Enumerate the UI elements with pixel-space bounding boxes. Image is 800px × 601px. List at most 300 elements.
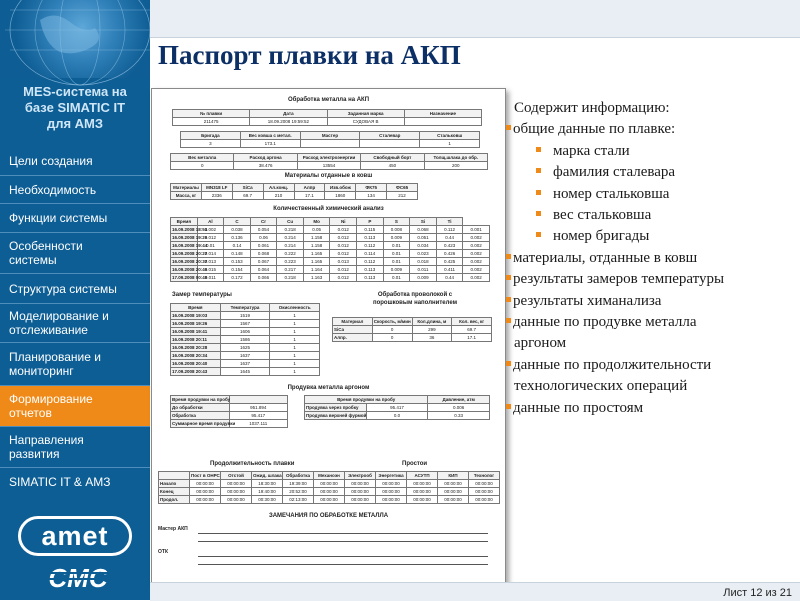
table-cell: 1	[270, 360, 320, 368]
nav-label: SIMATIC IT & АМЗ	[9, 475, 111, 489]
table-cell: 1	[270, 344, 320, 352]
table-cell: 0.012	[330, 242, 357, 250]
bullet-text: результаты химанализа	[513, 292, 662, 309]
table-cell: 16.09.2008 20:11	[171, 336, 221, 344]
table-cell: 16.09.2008 20:46	[172, 267, 208, 272]
table-cell: 02:13:00	[283, 496, 314, 504]
table-row	[171, 274, 490, 282]
table-cell: 0.061	[250, 242, 277, 250]
table-row	[171, 420, 288, 428]
table-cell: 00:00:00	[469, 496, 500, 504]
brand-line: базе SIMATIC IT	[24, 100, 126, 115]
bullet-item	[536, 164, 675, 181]
table-cell: 00:00:00	[221, 496, 252, 504]
column-header: Al	[197, 218, 224, 226]
column-header: Давление, атм	[428, 396, 490, 404]
table-cell: 1	[270, 328, 320, 336]
argon-left-table	[170, 395, 288, 428]
table-cell: 0.012	[330, 250, 357, 258]
table-cell: 0.217	[277, 266, 304, 274]
table-cell: 0.011	[410, 266, 437, 274]
table-cell: 0	[372, 326, 412, 334]
table-cell: 1519	[220, 312, 270, 320]
bullet-item	[514, 378, 687, 395]
bullet-item	[506, 400, 643, 417]
column-header: Время продувки на пробу	[305, 396, 428, 404]
table-cell: До обработки	[171, 404, 230, 412]
bullet-item	[506, 357, 711, 374]
table-cell: 0.018	[410, 258, 437, 266]
table-cell: 0.002	[197, 226, 224, 234]
table-row	[171, 226, 490, 234]
table-cell: 00:00:00	[376, 488, 407, 496]
cell	[300, 140, 360, 148]
table-row	[171, 360, 320, 368]
table-cell: 16.09.2008 18:51	[172, 227, 208, 232]
bullet-item	[506, 121, 675, 138]
table-cell: 0.01	[197, 242, 224, 250]
table-cell: 69.7	[452, 326, 492, 334]
table-cell: 0.002	[463, 258, 490, 266]
bullet-text: общие данные по плавке:	[513, 121, 676, 138]
column-header: Обработка	[283, 472, 314, 480]
bullet-text: технологических операций	[514, 378, 688, 395]
cell: 1860	[325, 192, 356, 200]
column-header: Ni	[330, 218, 357, 226]
cell: Вес ковша с метал.	[240, 132, 300, 140]
table-cell: 1637	[220, 352, 270, 360]
table-cell: 0.411	[436, 266, 463, 274]
table-cell: 0.115	[357, 226, 384, 234]
cell: № плавки	[173, 110, 250, 118]
table-cell: 00:00:00	[314, 488, 345, 496]
table-cell: 0.015	[197, 266, 224, 274]
cell: 18.09.2008 19:59:52	[250, 118, 327, 126]
table-cell: 0.113	[357, 274, 384, 282]
table-header-row	[171, 396, 288, 404]
table-cell: 36	[412, 334, 452, 342]
table-cell: 0.002	[463, 250, 490, 258]
table-cell: 00:00:00	[190, 496, 221, 504]
cell: 38.476	[234, 162, 297, 170]
table-cell: 0.172	[224, 274, 251, 282]
nav-label: Особенности	[9, 239, 83, 253]
table-cell: 16.09.2008 19:26	[171, 320, 221, 328]
column-header: Энергетика	[376, 472, 407, 480]
table-cell: 0.136	[224, 234, 251, 242]
column-header: Кол. вес, кг	[452, 318, 492, 326]
table-cell: 299	[412, 326, 452, 334]
duration-table	[158, 471, 500, 504]
wire-title-line: Обработка проволокой с	[377, 292, 453, 298]
table-cell: 00:00:00	[221, 480, 252, 488]
table-row	[333, 334, 492, 342]
table-cell: 16.09.2008 19:44	[172, 243, 208, 248]
downtime-title: Простои	[402, 461, 428, 467]
table-row	[171, 412, 288, 420]
table-cell: 00:00:00	[314, 496, 345, 504]
table-cell: 0.153	[224, 258, 251, 266]
table-cell: 0.218	[277, 226, 304, 234]
bullet-marker-icon	[536, 190, 541, 195]
table-row	[171, 344, 320, 352]
master-label: Мастер АКП	[158, 526, 188, 532]
cell: Расход электроэнергии	[297, 154, 360, 162]
table-header-row	[159, 472, 500, 480]
table-cell: 0.114	[357, 250, 384, 258]
table-cell: 0.002	[463, 242, 490, 250]
table-cell: 0.051	[410, 234, 437, 242]
table-cell: 0.002	[463, 266, 490, 274]
table-row	[333, 326, 492, 334]
cell: 13554	[297, 162, 360, 170]
bullet-item	[514, 100, 670, 117]
heat-passport-document	[151, 88, 506, 585]
table-row	[171, 404, 288, 412]
bullet-marker-icon	[536, 147, 541, 152]
table-cell: 0.067	[250, 258, 277, 266]
table-cell: 0.012	[330, 234, 357, 242]
bullet-text: данные по продолжительности	[513, 356, 712, 373]
cell	[360, 140, 420, 148]
header-table-3	[170, 153, 488, 170]
table-header-row	[171, 304, 320, 312]
table-cell: 00:00:00	[221, 488, 252, 496]
table-cell: 16.09.2008 19:26	[172, 235, 208, 240]
column-header: Mo	[303, 218, 330, 226]
cell: 134	[356, 192, 387, 200]
column-header: Cr	[250, 218, 277, 226]
table-cell: 16.09.2008 20:34	[171, 352, 221, 360]
table-cell: 16.09.2008 19:03	[171, 312, 221, 320]
duration-title: Продолжительность плавки	[210, 461, 295, 467]
table-cell: 00:00:00	[438, 480, 469, 488]
table-row	[171, 242, 490, 250]
table-cell: 0.112	[436, 226, 463, 234]
table-cell: 00:00:00	[407, 480, 438, 488]
bullet-text: материалы, отданные в ковш	[513, 249, 698, 266]
table-cell: 0.222	[277, 250, 304, 258]
table-cell: 0.112	[357, 258, 384, 266]
nav-item-necessity[interactable]	[0, 176, 150, 203]
table-row	[171, 368, 320, 376]
nav-label: Структура системы	[9, 281, 117, 296]
column-header: Механоэн	[314, 472, 345, 480]
table-cell: 1586	[220, 336, 270, 344]
nav-item-modeling[interactable]	[0, 304, 150, 342]
bullet-marker-icon	[536, 211, 541, 216]
logo-text: amet	[41, 521, 109, 551]
column-header: Ti	[436, 218, 463, 226]
table-cell: 0.066	[250, 274, 277, 282]
table-cell: Продувка через пробку	[305, 404, 367, 412]
table-cell: 0.009	[383, 266, 410, 274]
table-cell: 00:30:00	[252, 496, 283, 504]
table-cell: 1	[270, 312, 320, 320]
nav-label: Планирование и	[9, 350, 101, 364]
bullet-text: Содержит информацию:	[514, 100, 670, 116]
nav-item-simatic[interactable]	[0, 468, 150, 496]
otk-label: ОТК	[158, 549, 168, 555]
table-cell: 00:00:00	[376, 496, 407, 504]
bullet-marker-icon	[506, 275, 511, 280]
table-cell: 951.894	[229, 404, 288, 412]
column-header: Технолог	[469, 472, 500, 480]
table-row	[171, 328, 320, 336]
table-cell: 0.44	[436, 274, 463, 282]
cell: 17.1	[294, 192, 325, 200]
table-cell: 1	[270, 352, 320, 360]
table-cell: 1.158	[303, 234, 330, 242]
table-cell: 0.01	[383, 242, 410, 250]
bullet-marker-icon	[506, 318, 511, 323]
table-cell: 0.012	[197, 234, 224, 242]
argon-right-table	[304, 395, 490, 420]
column-header: АСУТП	[407, 472, 438, 480]
bullet-item	[536, 186, 669, 203]
nav-label: Цели создания	[9, 154, 93, 168]
signature-line	[198, 556, 488, 557]
table-row	[171, 352, 320, 360]
table-cell: 0.214	[277, 242, 304, 250]
table-cell: 0.423	[436, 242, 463, 250]
cell: СУДОВАЯ В	[327, 118, 404, 126]
column-header	[159, 472, 190, 480]
table-row	[171, 258, 490, 266]
bullet-text: номер стальковша	[553, 185, 670, 202]
nav-item-functions[interactable]	[0, 204, 150, 232]
cell: ФК75	[356, 184, 387, 192]
nav-label: развития	[9, 447, 60, 461]
table-cell: 1	[270, 320, 320, 328]
nav-item-planning[interactable]	[0, 343, 150, 385]
bullet-text: фамилия сталевара	[553, 164, 676, 181]
header-table-2	[180, 131, 480, 148]
brand-line: MES-система на	[23, 84, 127, 99]
table-cell: 0.01	[383, 258, 410, 266]
table-cell: Обработка	[171, 412, 230, 420]
cell: Дата	[250, 110, 327, 118]
column-header: Материал	[333, 318, 373, 326]
table-cell: Суммарное время продувки	[172, 421, 236, 426]
table-cell: 19:39:00	[283, 480, 314, 488]
table-cell: 0.214	[277, 234, 304, 242]
table-cell: 1	[270, 336, 320, 344]
cell: Масса, кг	[171, 192, 202, 200]
nav-label: отчетов	[9, 406, 52, 420]
table-cell: 95.417	[229, 412, 288, 420]
table-cell: 0.148	[224, 250, 251, 258]
table-cell: 0.05	[303, 226, 330, 234]
cell: 69.7	[232, 192, 263, 200]
table-cell: 1625	[220, 344, 270, 352]
table-cell: 0.012	[330, 274, 357, 282]
signature-line	[198, 533, 488, 534]
cell: MN318 LF	[201, 184, 232, 192]
cell: 2336	[201, 192, 232, 200]
table-cell: 18:30:00	[252, 480, 283, 488]
table-row	[171, 336, 320, 344]
temp-table	[170, 303, 320, 376]
table-cell: 0.012	[330, 226, 357, 234]
table-cell: SiCa	[333, 326, 373, 334]
column-header: Пост в ОНРС	[191, 473, 220, 478]
table-row	[171, 312, 320, 320]
bullet-item	[536, 207, 651, 224]
table-cell: 0.002	[463, 234, 490, 242]
bullet-item	[536, 228, 649, 245]
table-cell: 00:00:00	[469, 488, 500, 496]
table-row	[159, 480, 500, 488]
table-cell: 0.06	[250, 234, 277, 242]
table-cell: Продол.	[159, 496, 190, 504]
table-cell: 00:00:00	[438, 488, 469, 496]
cell: Материалы	[171, 184, 202, 192]
nav-item-goals[interactable]	[0, 148, 150, 174]
signature-line	[198, 541, 488, 542]
bullet-marker-icon	[506, 361, 511, 366]
table-cell: 0.112	[357, 242, 384, 250]
table-cell: 0.44	[436, 234, 463, 242]
cell: Стальковш	[420, 132, 480, 140]
table-cell: 0.14	[224, 242, 251, 250]
column-header: Скорость, м/мин	[373, 319, 411, 324]
brand-title	[0, 84, 150, 132]
table-row	[171, 266, 490, 274]
cell: 212	[387, 192, 418, 200]
table-cell: 0.068	[410, 226, 437, 234]
column-header: Время	[171, 304, 221, 312]
bullet-text: номер бригады	[553, 228, 650, 245]
table-cell: 0.425	[436, 258, 463, 266]
doc-title: Обработка металла на АКП	[287, 97, 370, 103]
table-cell: 00:00:00	[190, 488, 221, 496]
table-cell: 0.038	[224, 226, 251, 234]
table-row	[159, 488, 500, 496]
table-cell: 16.09.2008 19:41	[171, 328, 221, 336]
table-cell: 16.09.2008 20:27	[172, 251, 208, 256]
chem-title: Количественный химический анализ	[273, 206, 384, 212]
cell: Изв.обож	[325, 184, 356, 192]
table-cell: Начало	[159, 480, 190, 488]
bullet-item	[506, 293, 661, 310]
nav-item-structure[interactable]	[0, 274, 150, 303]
bullet-item	[506, 271, 724, 288]
column-header: Cu	[277, 218, 304, 226]
table-cell: 0.023	[410, 250, 437, 258]
table-cell: 0.33	[428, 412, 490, 420]
nav-item-features[interactable]	[0, 233, 150, 273]
cmc-logo	[30, 564, 126, 592]
temp-title: Замер температуры	[172, 292, 232, 298]
nav-item-reports[interactable]	[0, 386, 150, 426]
cell: Алпр	[294, 184, 325, 192]
table-cell: 00:00:00	[345, 480, 376, 488]
column-header: C	[224, 218, 251, 226]
nav-label: Необходимость	[9, 182, 97, 197]
bullet-text: данные по продувке металла	[513, 314, 697, 330]
cell	[404, 118, 481, 126]
cell: Вес металла	[171, 154, 234, 162]
column-header	[229, 396, 288, 404]
table-row	[171, 234, 490, 242]
cmc-logo-text: CMC	[48, 563, 108, 593]
bullet-text: данные по простоям	[513, 399, 644, 416]
cell: 210	[263, 192, 294, 200]
table-cell: 16.09.2008 20:28	[171, 344, 221, 352]
table-cell: 00:00:00	[407, 488, 438, 496]
table-cell: 1.163	[303, 274, 330, 282]
table-cell: 17.09.2008 00:48	[172, 275, 208, 280]
table-cell: 16.09.2008 20:40	[171, 360, 221, 368]
bullet-item	[506, 250, 697, 267]
table-cell: 00:00:00	[190, 480, 221, 488]
nav-label: Формирование	[9, 392, 93, 406]
table-cell: Алпр.	[333, 334, 373, 342]
table-cell: 20:52:00	[283, 488, 314, 496]
table-cell: 00:00:00	[345, 496, 376, 504]
bullet-item	[536, 143, 630, 160]
nav-label: мониторинг	[9, 364, 74, 378]
table-cell: 0.009	[383, 234, 410, 242]
cell: 450	[361, 162, 424, 170]
wire-table	[332, 317, 492, 342]
column-header: Окисленность	[270, 304, 320, 312]
argon-title: Продувка металла аргоном	[287, 385, 370, 391]
cell: Заданная марка	[327, 110, 404, 118]
top-band	[150, 0, 800, 38]
table-cell: 0.008	[383, 226, 410, 234]
table-cell: 0.001	[463, 226, 490, 234]
table-cell: 1567	[220, 320, 270, 328]
bullet-text: аргоном	[514, 335, 567, 352]
table-cell: 0.054	[250, 226, 277, 234]
table-cell: 0.034	[410, 242, 437, 250]
cell: 211475	[173, 118, 250, 126]
column-header: Электрооб	[345, 472, 376, 480]
wire-title-line: порошковым наполнителем	[372, 300, 458, 306]
table-cell: 0.002	[463, 274, 490, 282]
nav-label: системы	[9, 253, 57, 267]
table-cell: 0.113	[357, 266, 384, 274]
bullet-marker-icon	[506, 297, 511, 302]
cell: SiCa	[232, 184, 263, 192]
table-cell: 0.01	[383, 250, 410, 258]
table-cell: Конец	[159, 488, 190, 496]
column-header: Кол.длина, м	[412, 318, 452, 326]
column-header: Время	[171, 218, 198, 226]
table-cell: 0.011	[197, 274, 224, 282]
table-header-row	[305, 396, 490, 404]
globe-image	[0, 0, 150, 78]
bullet-marker-icon	[536, 168, 541, 173]
column-header: Температура	[220, 304, 270, 312]
column-header: Si	[410, 218, 437, 226]
table-cell: 0	[372, 334, 412, 342]
table-cell: 1.164	[303, 266, 330, 274]
footer-band	[150, 582, 800, 601]
materials-table	[170, 183, 418, 200]
cell: Толщ.шлака до обр.	[424, 154, 487, 162]
column-header: КИП	[438, 472, 469, 480]
table-cell: 17.09.2008 20:43	[171, 368, 221, 376]
table-cell: 95.417	[366, 404, 428, 412]
table-cell: 1.165	[303, 250, 330, 258]
table-row	[305, 412, 490, 420]
bullet-item	[506, 314, 697, 331]
nav-item-directions[interactable]	[0, 427, 150, 467]
table-cell: 00:00:00	[345, 488, 376, 496]
